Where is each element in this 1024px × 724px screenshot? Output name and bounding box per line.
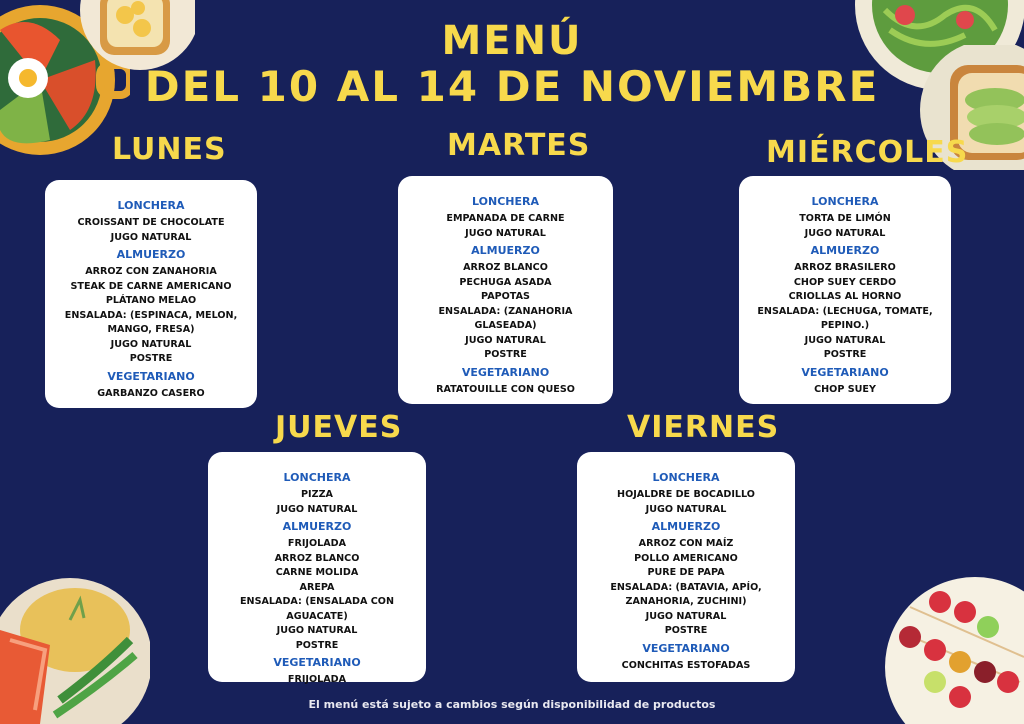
section-label-vegetariano: VEGETARIANO bbox=[801, 365, 889, 379]
section-label-almuerzo: ALMUERZO bbox=[810, 244, 880, 257]
menu-item: MANGO, FRESA) bbox=[107, 324, 195, 335]
menu-item: PLÁTANO MELAO bbox=[105, 295, 197, 306]
menu-item: CARNE MOLIDA bbox=[275, 567, 359, 578]
menu-item: POSTRE bbox=[295, 639, 339, 651]
menu-item: CHOP SUEY bbox=[814, 383, 876, 395]
menu-title: MENÚ bbox=[441, 18, 583, 64]
section-label-lonchera: LONCHERA bbox=[652, 471, 720, 484]
section-label-vegetariano: VEGETARIANO bbox=[107, 369, 195, 383]
menu-item: JUGO NATURAL bbox=[804, 227, 886, 239]
menu-item: ARROZ BRASILERO bbox=[794, 262, 896, 273]
menu-item: JUGO NATURAL bbox=[645, 610, 727, 622]
menu-item: ENSALADA: (BATAVIA, APÍO, bbox=[610, 581, 762, 593]
menu-item: JUGO NATURAL bbox=[110, 338, 192, 350]
menu-card-miercoles bbox=[739, 176, 951, 404]
menu-item: CROISSANT DE CHOCOLATE bbox=[77, 217, 225, 228]
menu-item: JUGO NATURAL bbox=[276, 503, 358, 515]
menu-item: ENSALADA: (ENSALADA CON bbox=[240, 596, 394, 607]
section-label-lonchera: LONCHERA bbox=[283, 471, 351, 484]
menu-item: ARROZ BLANCO bbox=[463, 262, 548, 273]
menu-item: EMPANADA DE CARNE bbox=[446, 213, 565, 224]
menu-item: POSTRE bbox=[484, 349, 527, 360]
menu-item: ARROZ CON ZANAHORIA bbox=[85, 266, 217, 277]
disclaimer-footer: El menú está sujeto a cambios según disponibilidad de productos bbox=[308, 698, 716, 711]
menu-item: POSTRE bbox=[823, 349, 867, 360]
section-label-almuerzo: ALMUERZO bbox=[471, 244, 540, 257]
menu-item: TORTA DE LIMÓN bbox=[799, 213, 891, 224]
menu-card-lunes bbox=[45, 180, 257, 408]
menu-card-martes bbox=[398, 176, 613, 404]
menu-item: PURE DE PAPA bbox=[647, 567, 725, 578]
menu-item: ENSALADA: (ESPINACA, MELON, bbox=[64, 309, 238, 321]
section-label-almuerzo: ALMUERZO bbox=[282, 520, 352, 533]
menu-item: GARBANZO CASERO bbox=[97, 387, 205, 399]
menu-item: AREPA bbox=[299, 581, 335, 593]
menu-item: CONCHITAS ESTOFADAS bbox=[621, 659, 751, 671]
menu-item: CRIOLLAS AL HORNO bbox=[788, 291, 902, 302]
menu-item: PECHUGA ASADA bbox=[459, 276, 552, 288]
menu-item: ENSALADA: (ZANAHORIA bbox=[438, 305, 573, 317]
day-heading-jueves: JUEVES bbox=[275, 410, 403, 445]
menu-item: JUGO NATURAL bbox=[465, 227, 546, 239]
menu-item: FRIJOLADA bbox=[287, 538, 347, 549]
menu-card-viernes bbox=[577, 452, 795, 682]
menu-item: POLLO AMERICANO bbox=[634, 552, 738, 564]
menu-item: STEAK DE CARNE AMERICANO bbox=[70, 280, 232, 292]
day-heading-miercoles: MIÉRCOLES bbox=[766, 135, 969, 170]
menu-item: PAPOTAS bbox=[481, 291, 530, 302]
menu-item: FRIJOLADA bbox=[287, 674, 347, 685]
menu-item: JUGO NATURAL bbox=[645, 503, 727, 515]
menu-item: PEPINO.) bbox=[820, 320, 870, 331]
menu-item: CHOP SUEY CERDO bbox=[793, 276, 897, 288]
day-heading-viernes: VIERNES bbox=[627, 410, 780, 445]
menu-item: ARROZ BLANCO bbox=[274, 552, 360, 564]
section-label-lonchera: LONCHERA bbox=[472, 195, 539, 208]
section-label-lonchera: LONCHERA bbox=[117, 199, 185, 212]
section-label-vegetariano: VEGETARIANO bbox=[461, 365, 550, 379]
menu-item: JUGO NATURAL bbox=[276, 625, 358, 636]
menu-item: HOJALDRE DE BOCADILLO bbox=[617, 489, 755, 500]
menu-item: POSTRE bbox=[129, 353, 173, 364]
section-label-lonchera: LONCHERA bbox=[811, 195, 879, 208]
day-heading-lunes: LUNES bbox=[112, 132, 227, 167]
day-heading-martes: MARTES bbox=[447, 128, 591, 163]
menu-item: RATATOUILLE CON QUESO bbox=[436, 383, 575, 395]
menu-card-jueves bbox=[208, 452, 426, 685]
section-label-almuerzo: ALMUERZO bbox=[651, 520, 721, 533]
menu-item: ARROZ CON MAÍZ bbox=[638, 538, 734, 549]
menu-item: ZANAHORIA, ZUCHINI) bbox=[625, 596, 747, 607]
menu-item: JUGO NATURAL bbox=[465, 334, 546, 346]
menu-item: JUGO NATURAL bbox=[110, 231, 192, 243]
section-label-vegetariano: VEGETARIANO bbox=[642, 641, 730, 655]
section-label-almuerzo: ALMUERZO bbox=[116, 248, 186, 261]
menu-date-range: DEL 10 AL 14 DE NOVIEMBRE bbox=[144, 62, 880, 111]
menu-item: POSTRE bbox=[664, 625, 708, 636]
menu-item: GLASEADA) bbox=[474, 320, 537, 331]
section-label-vegetariano: VEGETARIANO bbox=[273, 656, 361, 669]
menu-item: JUGO NATURAL bbox=[804, 334, 886, 346]
menu-item: AGUACATE) bbox=[286, 610, 348, 622]
menu-item: ENSALADA: (LECHUGA, TOMATE, bbox=[757, 305, 933, 317]
menu-item: PIZZA bbox=[301, 489, 333, 500]
